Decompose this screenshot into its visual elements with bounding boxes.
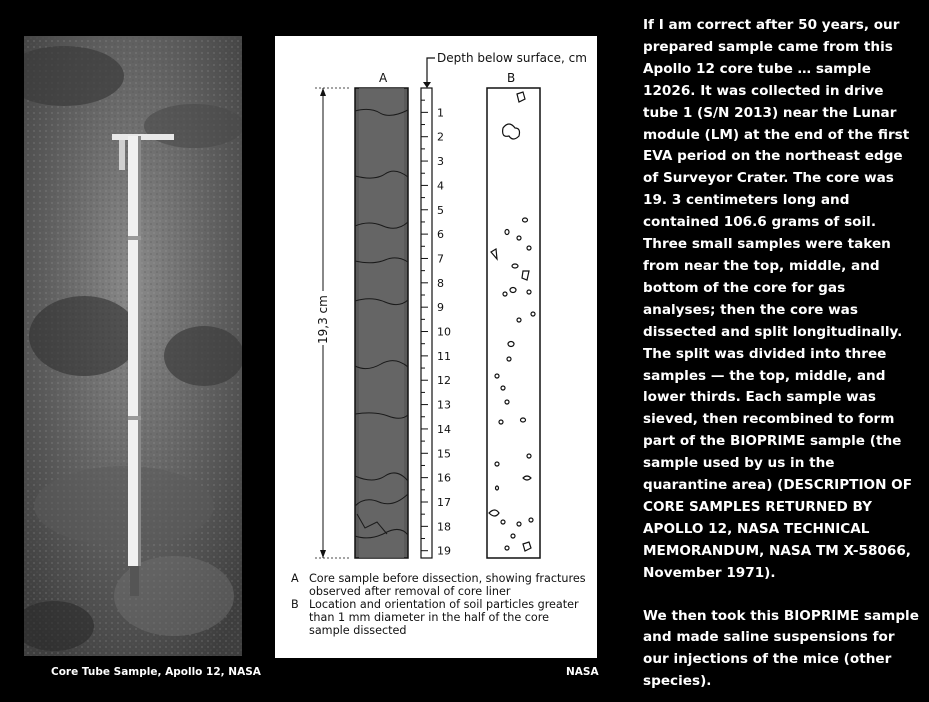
depth-tick-label: 14 [437,422,451,436]
core-length-label: 19,3 cm [316,295,330,344]
depth-tick-label: 5 [437,203,444,217]
note-b: B Location and orientation of soil particles greater than 1 mm diameter in the half of the core sample dissected [291,598,579,637]
depth-tick-label: 12 [437,374,451,388]
depth-tick-label: 15 [437,447,451,461]
depth-tick-label: 18 [437,520,451,534]
column-b-label: B [507,71,516,85]
depth-tick-label: 10 [437,325,451,339]
depth-tick-label: 8 [437,276,444,290]
depth-tick-label: 7 [437,252,444,266]
description-text [643,15,921,693]
depth-tick-label: 4 [437,179,444,193]
core-diagram [275,36,597,658]
depth-tick-label: 6 [437,228,444,242]
description-paragraph-2: We then took this BIOPRIME sample and made saline suspensions for our injections of the mice (other species). [643,607,919,690]
lunar-surface-image [24,36,242,656]
description-paragraph-1: If I am correct after 50 years, our prepared sample came from this Apollo 12 core tube … sample 12026. It was collected in drive tube 1 (S/N 2013) near the Lunar module (LM) at the end of the first EVA period on the northeast edge of Surveyor Crater. The core was 19. 3 centimeters long and contained 106.6 grams of soil. Three small samples were taken from near the top, middle, and bottom of the core for gas analyses; then the core was dissected and split longitudinally. The split was divided into three samples — the top, middle, and lower thirds. Each sample was sieved, then recombined to form part of the BIOPRIME sample (the sample used by us in the quarantine area) (DESCRIPTION OF CORE SAMPLES RETURNED BY APOLLO 12, NASA TECHNICAL MEMORANDUM, NASA TM X-58066, November 1971). [643,17,913,581]
photo-caption: Core Tube Sample, Apollo 12, NASA [51,666,261,678]
depth-tick-label: 13 [437,398,451,412]
depth-tick-label: 9 [437,301,444,315]
note-a: A Core sample before dissection, showing fractures observed after removal of core liner [291,572,586,598]
depth-tick-label: 2 [437,130,444,144]
core-diagram-drawing [275,36,597,572]
core-tube-photo [24,36,242,656]
depth-tick-label: 11 [437,349,451,363]
depth-tick-label: 16 [437,471,451,485]
column-a-label: A [379,71,388,85]
diagram-credit: NASA [566,666,599,678]
depth-tick-label: 19 [437,544,451,558]
depth-tick-label: 17 [437,495,451,509]
depth-tick-label: 3 [437,155,444,169]
depth-label: Depth below surface, cm [437,51,587,65]
depth-tick-label: 1 [437,106,444,120]
diagram-notes [291,572,591,637]
depth-scale [421,88,432,558]
